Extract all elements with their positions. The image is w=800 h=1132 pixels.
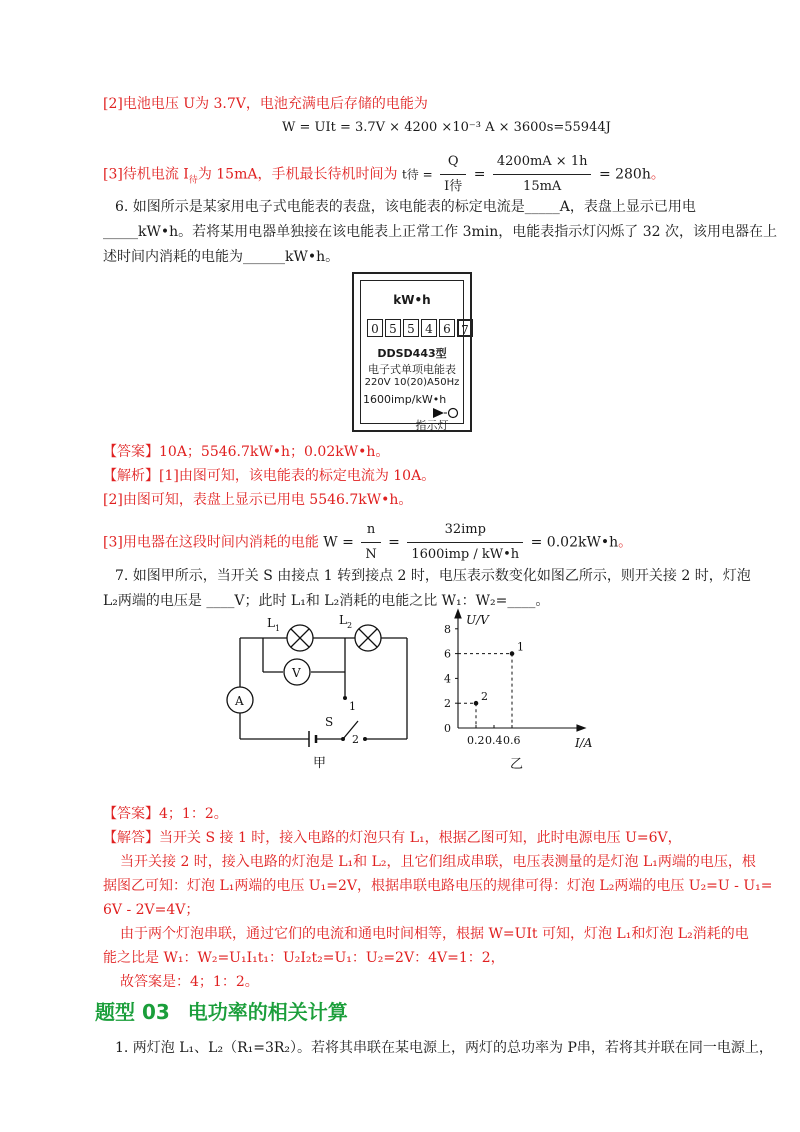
label-contact-1: 1 xyxy=(349,700,356,713)
q7-solution-4: 6V - 2V=4V； xyxy=(103,902,200,918)
section-heading xyxy=(95,996,366,1025)
graph-point-label: 2 xyxy=(481,690,488,704)
prev-analysis-3-mid: 为 15mA，手机最长待机时间为 xyxy=(197,166,398,183)
q7-solution-6: 能之比是 W₁：W₂=U₁I₁t₁：U₂I₂t₂=U₁：U₂=2V：4V=1：2， xyxy=(103,950,505,966)
meter-digit-decimal: 7 xyxy=(457,319,473,337)
prev-formula-end: 。 xyxy=(650,166,665,183)
meter-digit: 5 xyxy=(385,319,401,337)
label-l1: L xyxy=(267,616,275,630)
graph-xtick-label: 0.4 xyxy=(485,734,503,747)
circuit-diagram xyxy=(225,612,425,772)
prev-frac-2 xyxy=(493,152,592,197)
q6-frac-1-den: N xyxy=(365,547,377,562)
meter-unit: kW•h xyxy=(393,293,431,307)
prev-formula-t: t待 = xyxy=(401,167,433,182)
q7-solution-2: 当开关接 2 时，接入电路的灯泡是 L₁和 L₂，且它们组成串联，电压表测量的是灯泡 L₁两端的电压，根 xyxy=(120,854,756,870)
q6-frac-2 xyxy=(407,520,523,565)
prev-analysis-3-sub: 待 xyxy=(188,175,198,186)
prev-frac-1-den: I待 xyxy=(444,179,463,194)
q6-answer: 【答案】10A；5546.7kW•h；0.02kW•h。 xyxy=(103,444,390,460)
meter-digit: 6 xyxy=(439,319,455,337)
prev-analysis-3: [3]待机电流 $I_待$为 15mA，手机最长待机时间为 t待 = $\frac{Q}{\text{I待}}$ = $\frac{4200mA \times 1h}{15mA}$ = 280h。 xyxy=(103,152,665,197)
q6-line-3: 述时间内消耗的电能为______kW•h。 xyxy=(103,249,340,265)
meter-digit: 4 xyxy=(421,319,437,337)
q6-formula-w: W = xyxy=(323,534,354,551)
prev-frac-1 xyxy=(440,152,466,197)
meter-imp: 1600imp/kW•h xyxy=(363,393,447,406)
meter-digits xyxy=(367,319,475,337)
energy-meter-inner xyxy=(360,280,469,432)
q7-solution-5: 由于两个灯泡串联，通过它们的电流和通电时间相等，根据 W=UIt 可知，灯泡 L₁和灯泡 L₂消耗的电 xyxy=(120,926,749,942)
q7-answer: 【答案】4；1：2。 xyxy=(103,806,228,822)
graph-xlabel: I/A xyxy=(575,736,593,750)
label-contact-2: 2 xyxy=(352,733,359,746)
graph-ytick-label: 0 xyxy=(444,722,451,735)
q6-analysis-2: [2]由图可知，表盘上显示已用电 5546.7kW•h。 xyxy=(103,492,413,508)
q6-line-2: _____kW•h。若将某用电器单独接在该电能表上正常工作 3min，电能表指示灯闪烁了 32 次，该用电器在上 xyxy=(103,224,777,240)
q6-analysis-3-pre: [3]用电器在这段时间内消耗的电能 xyxy=(103,534,319,551)
graph-ytick-label: 2 xyxy=(444,697,451,711)
graph-ytick-label: 4 xyxy=(444,672,451,686)
graph-xtick-label: 0.6 xyxy=(503,734,521,747)
graph-ytick-label: 8 xyxy=(444,622,451,636)
meter-indicator-label: 指示灯 xyxy=(415,419,449,432)
graph-ylabel: U/V xyxy=(466,613,489,627)
q6-frac-1 xyxy=(361,520,380,565)
q6-frac-2-num: 32imp xyxy=(407,520,523,543)
prev-analysis-2: [2]电池电压 U为 3.7V，电池充满电后存储的电能为 xyxy=(103,96,428,112)
q6-formula-end: 。 xyxy=(618,534,633,551)
meter-digit: 5 xyxy=(403,319,419,337)
energy-meter-figure xyxy=(352,272,472,432)
graph-point xyxy=(510,651,515,656)
label-l1-sub: 1 xyxy=(275,624,281,633)
q6-analysis-3: [3]用电器在这段时间内消耗的电能 W = $\frac{n}{N}$ = $\frac{\text{32imp}}{\text{1600imp / kW•h}}$ = 0.02kW•h。 xyxy=(103,520,632,565)
ui-graph xyxy=(430,608,610,773)
prev-frac-1-num: Q xyxy=(440,152,466,175)
section-title: 电功率的相关计算 xyxy=(187,1000,348,1024)
prev-frac-2-num: 4200mA × 1h xyxy=(493,152,592,175)
label-voltmeter: V xyxy=(292,666,301,680)
prev-formula-2: W = UIt = 3.7V × 4200 ×10⁻³ A × 3600s=55944J xyxy=(282,120,611,135)
meter-model: DDSD443型 xyxy=(377,347,447,360)
label-l2: L xyxy=(339,613,347,627)
q7-solution-3: 据图乙可知：灯泡 L₁两端的电压 U₁=2V，根据串联电路电压的规律可得：灯泡 L₂两端的电压 U₂=U - U₁= xyxy=(103,878,773,894)
label-l2-sub: 2 xyxy=(347,621,353,630)
q6-analysis-1: 【解析】[1]由图可知，该电能表的标定电流为 10A。 xyxy=(103,468,436,484)
meter-rating: 220V 10(20)A50Hz xyxy=(364,377,460,388)
graph-point xyxy=(474,701,479,706)
q7-line-2: L₂两端的电压是 ____V；此时 L₁和 L₂消耗的电能之比 W₁：W₂=____。 xyxy=(103,593,550,609)
prev-analysis-3-pre: [3]待机电流 I xyxy=(103,166,189,183)
section-number: 题型 03 xyxy=(95,1000,170,1024)
q6-frac-1-num: n xyxy=(361,520,380,543)
next-question-line-1: 1. 两灯泡 L₁、L₂（R₁=3R₂）。若将其串联在某电源上，两灯的总功率为 P串，若将其并联在同一电源上， xyxy=(115,1040,773,1056)
q7-solution-1: 【解答】当开关 S 接 1 时，接入电路的灯泡只有 L₁，根据乙图可知，此时电源电压 U=6V， xyxy=(103,830,682,846)
graph-xtick-label: 0.2 xyxy=(467,734,485,747)
q7-solution-7: 故答案是：4；1：2。 xyxy=(120,974,259,990)
graph-ytick-label: 6 xyxy=(444,647,451,661)
meter-name: 电子式单项电能表 xyxy=(368,363,456,376)
label-switch: S xyxy=(325,715,334,729)
prev-frac-2-den: 15mA xyxy=(523,179,562,194)
meter-digit: 0 xyxy=(367,319,383,337)
prev-formula-result: = 280h xyxy=(598,166,651,183)
q6-formula-result: = 0.02kW•h xyxy=(530,534,619,551)
q6-line-1: 6. 如图所示是某家用电子式电能表的表盘，该电能表的标定电流是_____A，表盘上显示已用电 xyxy=(115,199,696,215)
label-ammeter: A xyxy=(235,694,244,708)
q7-line-1: 7. 如图甲所示，当开关 S 由接点 1 转到接点 2 时，电压表示数变化如图乙所示，则开关接 2 时，灯泡 xyxy=(115,568,751,584)
q6-frac-2-den: 1600imp / kW•h xyxy=(411,547,520,562)
graph-point-label: 1 xyxy=(517,640,524,654)
circuit-caption: 甲 xyxy=(313,756,327,771)
graph-caption: 乙 xyxy=(510,757,524,772)
